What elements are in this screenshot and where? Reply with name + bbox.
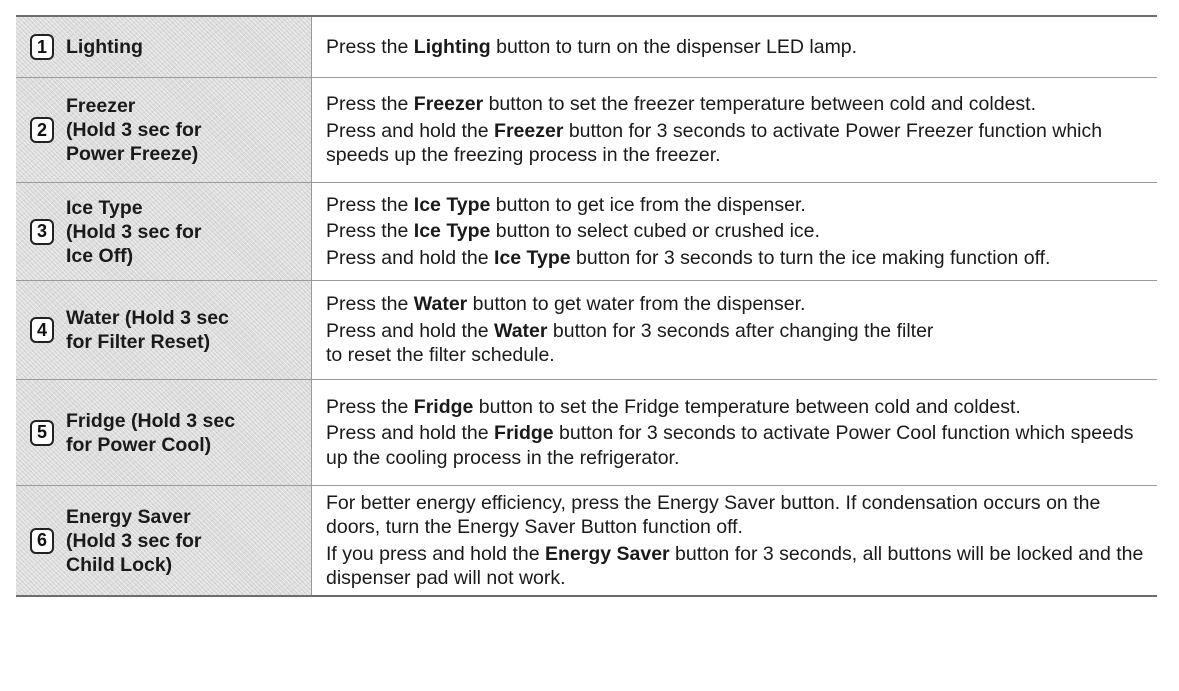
- button-name-label: [66, 35, 143, 59]
- description-text: Press the: [326, 395, 414, 418]
- button-name-line: for Power Cool): [66, 433, 212, 456]
- description-text: If you press and hold the: [326, 542, 545, 565]
- description-paragraph: [326, 219, 1147, 244]
- description-text: Press the: [326, 220, 414, 243]
- description-paragraph: [326, 92, 1147, 117]
- table-row: [16, 78, 1157, 183]
- button-name-line: Power Freeze): [66, 143, 199, 165]
- button-number-badge: 1: [30, 34, 54, 60]
- description-cell: [312, 17, 1157, 77]
- button-name-emphasis: Ice Type: [413, 193, 491, 216]
- button-name-line: Ice Off): [66, 244, 134, 267]
- description-cell: [312, 183, 1157, 280]
- description-text: Press and hold the: [326, 119, 495, 142]
- button-name-emphasis: Fridge: [494, 422, 554, 445]
- description-text: button to get water from the dispenser.: [467, 293, 806, 316]
- button-name-line: Water (Hold 3 sec: [66, 307, 229, 329]
- button-name-emphasis: Fridge: [413, 395, 474, 418]
- description-text: button to select cubed or crushed ice.: [490, 220, 820, 243]
- description-text: Press the: [326, 193, 414, 216]
- button-name-label: [66, 505, 201, 577]
- button-name-cell: [16, 380, 312, 485]
- button-name-line: (Hold 3 sec for: [66, 119, 202, 141]
- description-text: Press the: [326, 293, 414, 316]
- description-paragraph: [326, 491, 1147, 540]
- description-text: button to get ice from the dispenser.: [490, 193, 806, 216]
- button-name-label: [66, 306, 229, 354]
- button-name-line: Lighting: [66, 36, 143, 58]
- button-name-cell: [16, 281, 312, 379]
- button-name-line: Ice Type: [66, 196, 143, 219]
- description-text: button to turn on the dispenser LED lamp.: [490, 35, 858, 58]
- description-text: Press and hold the: [326, 319, 495, 342]
- description-paragraph: [326, 319, 1147, 368]
- table-row: [16, 380, 1157, 486]
- button-name-line: Freezer: [66, 95, 136, 117]
- description-text: button for 3 seconds to activate Power Freezer function which speeds up the freezing process in the freezer.: [326, 119, 1103, 167]
- button-number-badge: 5: [30, 420, 54, 446]
- button-name-line: (Hold 3 sec for: [66, 529, 202, 552]
- button-number-badge: 3: [30, 219, 54, 245]
- description-text: button for 3 seconds after changing the filter to reset the filter schedule.: [326, 319, 934, 367]
- description-text: button for 3 seconds, all buttons will be locked and the dispenser pad will not work.: [326, 542, 1144, 589]
- table-body: [16, 17, 1157, 595]
- table-row: [16, 183, 1157, 281]
- description-text: button for 3 seconds to activate Power Cool function which speeds up the cooling process in the refrigerator.: [326, 422, 1134, 469]
- button-name-emphasis: Freezer: [494, 119, 564, 142]
- description-text: Press and hold the: [326, 422, 495, 445]
- description-paragraph: [326, 246, 1147, 271]
- description-paragraph: [326, 119, 1147, 168]
- button-name-emphasis: Ice Type: [413, 220, 491, 243]
- description-text: For better energy efficiency, press the Energy Saver button. If condensation occurs on the doors, turn the Energy Saver Button function off.: [326, 491, 1101, 538]
- description-text: Press the: [326, 93, 414, 116]
- description-text: Press the: [326, 35, 414, 58]
- button-name-line: for Filter Reset): [66, 331, 211, 353]
- description-cell: [312, 380, 1157, 485]
- button-name-emphasis: Water: [413, 293, 468, 316]
- description-cell: [312, 78, 1157, 182]
- description-text: button for 3 seconds to turn the ice making function off.: [570, 246, 1051, 269]
- button-name-line: Energy Saver: [66, 505, 191, 528]
- description-text: Press and hold the: [326, 246, 495, 269]
- button-name-line: Child Lock): [66, 553, 173, 576]
- description-paragraph: [326, 542, 1147, 591]
- description-paragraph: [326, 421, 1147, 470]
- button-name-emphasis: Water: [494, 319, 548, 342]
- table-row: [16, 486, 1157, 595]
- description-paragraph: [326, 292, 1147, 317]
- description-paragraph: [326, 395, 1147, 420]
- button-name-cell: [16, 78, 312, 182]
- table-row: [16, 281, 1157, 380]
- description-text: button to set the freezer temperature between cold and coldest.: [483, 93, 1037, 116]
- button-number-badge: 4: [30, 317, 54, 343]
- button-name-label: [66, 409, 235, 457]
- button-name-emphasis: Energy Saver: [544, 542, 670, 565]
- button-name-cell: [16, 486, 312, 595]
- button-name-cell: [16, 183, 312, 280]
- description-text: button to set the Fridge temperature between cold and coldest.: [473, 395, 1021, 418]
- button-number-badge: 6: [30, 528, 54, 554]
- button-name-label: [66, 94, 201, 166]
- button-name-line: Fridge (Hold 3 sec: [66, 409, 236, 432]
- table-row: [16, 17, 1157, 78]
- description-paragraph: [326, 35, 1147, 60]
- button-name-emphasis: Freezer: [413, 93, 484, 116]
- description-cell: [312, 281, 1157, 379]
- description-paragraph: [326, 193, 1147, 218]
- description-cell: [312, 486, 1157, 595]
- button-name-line: (Hold 3 sec for: [66, 220, 202, 243]
- control-panel-table: [16, 15, 1157, 597]
- button-name-cell: [16, 17, 312, 77]
- button-name-emphasis: Ice Type: [494, 246, 571, 269]
- button-number-badge: 2: [30, 117, 54, 143]
- button-name-label: [66, 196, 201, 268]
- button-name-emphasis: Lighting: [413, 35, 491, 58]
